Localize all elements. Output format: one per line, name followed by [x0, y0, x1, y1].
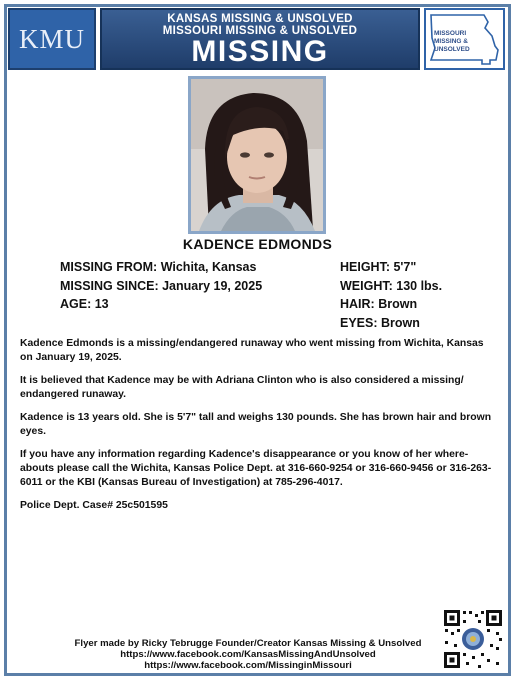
weight: WEIGHT: 130 lbs. — [340, 278, 443, 293]
footer — [58, 638, 438, 672]
kmu-logo — [8, 8, 96, 70]
title-banner — [100, 8, 420, 70]
qr-code[interactable] — [442, 608, 504, 670]
description — [20, 337, 498, 522]
qr-code-icon — [442, 608, 504, 670]
kmu-logo-text: KMU — [18, 23, 85, 54]
missouri-logo — [424, 8, 505, 70]
case-number: Police Dept. Case# 25c501595 — [20, 500, 168, 511]
facts-right — [340, 258, 442, 332]
eyes: EYES: Brown — [340, 315, 420, 330]
hair: HAIR: Brown — [340, 297, 418, 311]
bio-paragraph-2: It is believed that Kadence may be with Adriana Clinton who is also considered a missing/ endangered runaway. — [20, 375, 464, 400]
banner-line-kansas: KANSAS MISSING & UNSOLVED — [167, 13, 353, 25]
footer-url-missouri[interactable]: https://www.facebook.com/MissinginMissouri — [144, 660, 352, 672]
missouri-logo-text: MISSOURI MISSING & UNSOLVED — [434, 30, 470, 53]
missing-since: MISSING SINCE: January 19, 2025 — [60, 278, 263, 293]
footer-url-kansas[interactable]: https://www.facebook.com/KansasMissingAndUnsolved — [120, 649, 376, 661]
footer-credit: Flyer made by Ricky Tebrugge Founder/Creator Kansas Missing & Unsolved — [74, 638, 422, 649]
missing-from: MISSING FROM: Wichita, Kansas — [60, 260, 257, 274]
banner-line-missouri: MISSOURI MISSING & UNSOLVED — [162, 25, 358, 37]
facts-left — [60, 258, 262, 314]
bio-paragraph-1: Kadence Edmonds is a missing/endangered runaway who went missing from Wichita, Kansas on January 19, 2025. — [20, 338, 484, 363]
banner-missing-title: MISSING — [191, 35, 329, 68]
height: HEIGHT: 5'7" — [340, 260, 417, 274]
bio-paragraph-3: Kadence is 13 years old. She is 5'7" tall and weighs 130 pounds. She has brown hair and brown eyes. — [20, 412, 492, 437]
bio-paragraph-4: If you have any information regarding Kadence's disappearance or you know of her where- abouts please call the Wichita, Kansas Police Dept. at 316-660-9254 or 316-660-9456 or 316-263-6011 or the KBI (Kansas Bureau of Investigation) at 785-296-4017. — [20, 449, 492, 488]
person-photo — [188, 76, 326, 234]
portrait-image — [191, 79, 323, 231]
header — [8, 8, 505, 70]
person-name: KADENCE EDMONDS — [182, 236, 333, 252]
age: AGE: 13 — [60, 297, 109, 311]
